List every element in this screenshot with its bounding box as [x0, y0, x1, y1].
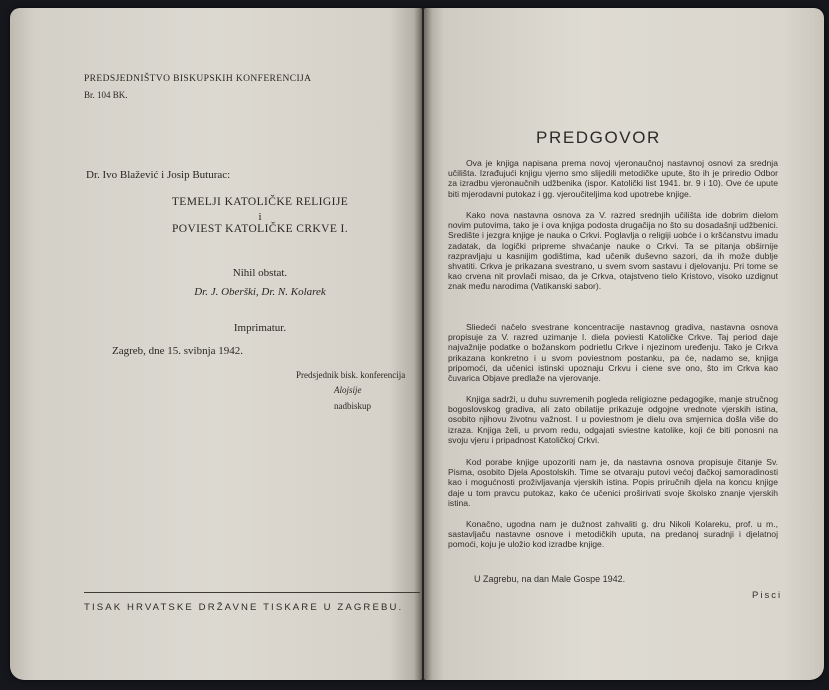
paragraph-3: Sliedeći načelo svestrane koncentracije nastavnog gradiva, nastavna osnova propisuje za V. razred uzimanje I. diela poviesti Katoličke Crkve. Taj period daje najvažnije podatke o božanskom podrietlu Crkve i njezinom uređenju. Tako je Crkva prikazana konkretno i u svom poviestnom postanku, pa će, nadamo se, knjiga pripomoći, da učenici istinski upoznaju Crkvu i ciene sve ono, što im Crkva kao čuvarica Objave predlaže na vjerovanje.	[448, 322, 778, 384]
nihil-obstat-names: Dr. J. Oberški, Dr. N. Kolarek	[194, 286, 326, 298]
president-name: Alojsije	[334, 385, 362, 395]
title-line-1: TEMELJI KATOLIČKE RELIGIJE	[171, 196, 349, 208]
footer-divider	[84, 592, 420, 593]
title-line-2: i	[258, 211, 262, 223]
book-gutter	[414, 8, 432, 680]
president-title: nadbiskup	[334, 401, 371, 411]
paragraph-5: Kod porabe knjige upozoriti nam je, da nastavna osnova propisuje čitanje Sv. Pisma, osobito Djela Apostolskih. Time se otvaraju putovi većoj đačkoj samoradinosti kao i mogućnosti proživljavanja vjerskih istina. Popis priručnih djela na koncu knjige daje u tom pravcu putokaz, kako će učenici proširivati svoje školsko znanje vjerskih istina.	[448, 457, 778, 508]
title-line-3: POVIEST KATOLIČKE CRKVE I.	[171, 223, 349, 235]
paragraph-6: Konačno, ugodna nam je dužnost zahvaliti g. dru Nikoli Kolareku, prof. u m., sastavljaču nastavne osnove i metodičkih uputa, na predanoj suradnji i djelatnoj pomoći, koju je uložio kod izradbe knjige.	[448, 519, 778, 550]
president-label: Predsjednik bisk. konferencija	[296, 370, 406, 380]
imprimatur-label: Imprimatur.	[233, 322, 287, 334]
authors: Dr. Ivo Blažević i Josip Buturac:	[86, 169, 231, 181]
nihil-obstat-label: Nihil obstat.	[232, 267, 288, 279]
closing-place-date: U Zagrebu, na dan Male Gospe 1942.	[474, 574, 626, 584]
paragraph-4: Knjiga sadrži, u duhu suvremenih pogleda religiozne pedagogike, manje stručnog bogoslovskog gradiva, ali zato obilatije prikazuje odgojne vrednote vjerskih istina, osobito njihovu životnu važnost. I u poviestnom je dielu ova smjernica došla više do izraza. Knjiga želi, u prvom redu, odgajati sviestne katolike, koji će biti ponosni na svoju vjeru i pripadnost Katoličkoj Crkvi.	[448, 394, 778, 445]
place-date: Zagreb, dne 15. svibnja 1942.	[112, 345, 244, 357]
printer-imprint: TISAK HRVATSKE DRŽAVNE TISKARE U ZAGREBU.	[84, 602, 404, 613]
header-line-1: PREDSJEDNIŠTVO BISKUPSKIH KONFERENCIJA	[84, 74, 312, 84]
header-line-2: Br. 104 BK.	[84, 90, 128, 100]
preface-heading: PREDGOVOR	[536, 128, 661, 147]
left-page	[10, 8, 422, 680]
signature: Pisci	[752, 590, 783, 601]
paragraph-2: Kako nova nastavna osnova za V. razred srednjih učilišta ide dobrim dielom novim putovima, tako je i ova knjiga podosta drugačija no što su dosadašnji udžbenici. Središte i jezgra knjige je nauka o Crkvi. Poglavlja o religiji uobće i o kršćanstvu imadu zadatak, da logički pripreme shvaćanje nauke o Crkvi. Ta se pitanja obširnije razpravljaju u kasnijim godištima, kad učenik duševno sazori, da ih može dublje shvatiti. Crkva je prikazana svestrano, u svem svom sastavu i djelovanju. Pri tome se kao crvena nit provlači misao, da je Crkva, otajstveno tielo Kristovo, visoko uzdignut znak među narodima (Vatikanski sabor).	[448, 210, 778, 292]
paragraph-1: Ova je knjiga napisana prema novoj vjeronaučnoj nastavnoj osnovi za srednja učilišta. Izrađujući knjigu vjerno smo slijedili metodičke upute, što ih je priredio Odbor za izradbu vjeronaučnih udžbenika (ispor. Katolički list 1941. br. 9 i 10). Ove će upute biti mjerodavni putokaz i gg. vjeroučiteljima kod upotrebe knjige.	[448, 158, 778, 199]
